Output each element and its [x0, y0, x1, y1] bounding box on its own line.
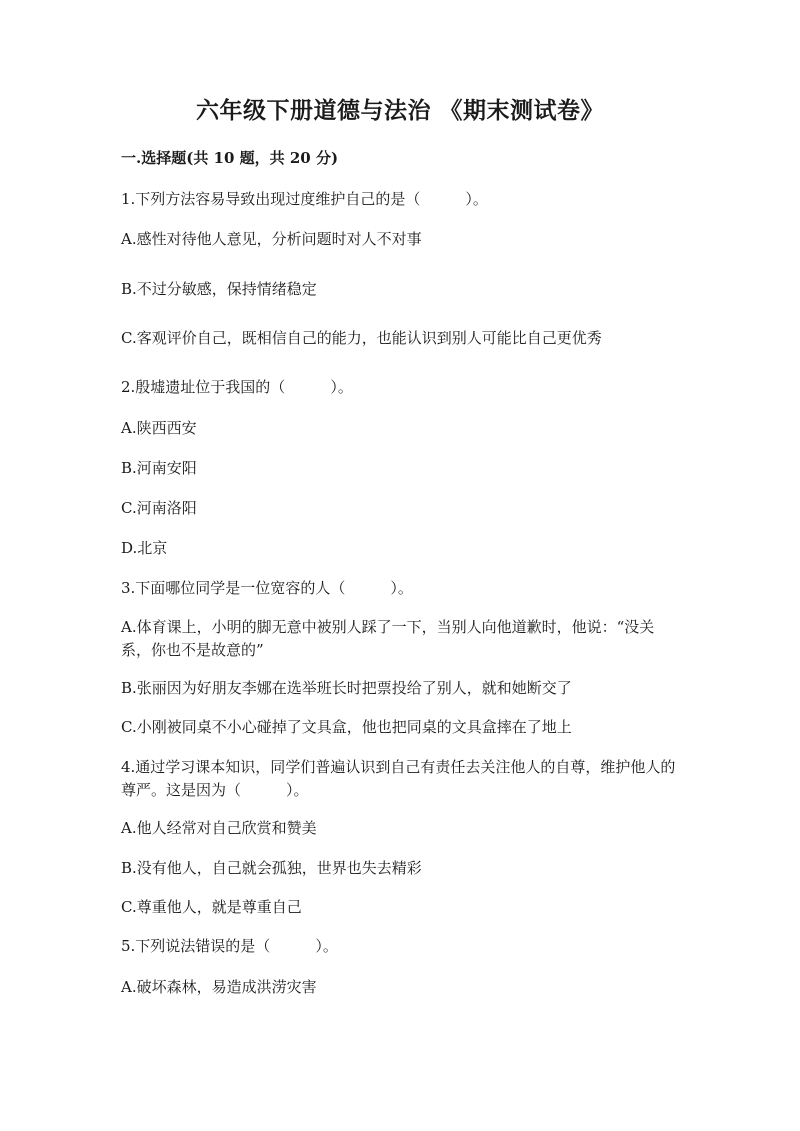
- question-3-option-c: C.小刚被同桌不小心碰掉了文具盒，他也把同桌的文具盒摔在了地上: [121, 718, 572, 736]
- question-1-stem: 1.下列方法容易导致出现过度维护自己的是（ ）。: [121, 190, 488, 208]
- question-2-stem: 2.殷墟遗址位于我国的（ ）。: [121, 378, 353, 396]
- question-3-stem: 3.下面哪位同学是一位宽容的人（ ）。: [121, 579, 413, 597]
- question-1-option-c: C.客观评价自己，既相信自己的能力，也能认识到别人可能比自己更优秀: [121, 329, 602, 347]
- question-1-option-b: B.不过分敏感，保持情绪稳定: [121, 280, 317, 298]
- section-heading: 一.选择题(共 10 题，共 20 分): [121, 149, 339, 167]
- question-2-option-a: A.陕西西安: [121, 419, 197, 437]
- question-5-stem: 5.下列说法错误的是（ ）。: [121, 937, 338, 955]
- question-4-stem: 4.通过学习课本知识，同学们普遍认识到自己有责任去关注他人的自尊，维护他人的尊严。这是因为（ ）。: [121, 758, 676, 799]
- question-5-option-a: A.破坏森林，易造成洪涝灾害: [121, 978, 317, 996]
- question-1-option-a: A.感性对待他人意见，分析问题时对人不对事: [121, 230, 422, 248]
- question-2-option-b: B.河南安阳: [121, 459, 197, 477]
- question-3-option-b: B.张丽因为好朋友李娜在选举班长时把票投给了别人，就和她断交了: [121, 679, 572, 697]
- exam-title: 六年级下册道德与法治 《期末测试卷》: [195, 97, 604, 124]
- question-4-option-a: A.他人经常对自己欣赏和赞美: [121, 819, 317, 837]
- question-2-option-c: C.河南洛阳: [121, 499, 197, 517]
- question-4-option-c: C.尊重他人，就是尊重自己: [121, 898, 302, 916]
- question-4-option-b: B.没有他人，自己就会孤独，世界也失去精彩: [121, 859, 422, 877]
- question-2-option-d: D.北京: [121, 539, 168, 557]
- question-3-option-a: A.体育课上，小明的脚无意中被别人踩了一下，当别人向他道歉时，他说：“没关系，你也不是故意的”: [121, 618, 655, 659]
